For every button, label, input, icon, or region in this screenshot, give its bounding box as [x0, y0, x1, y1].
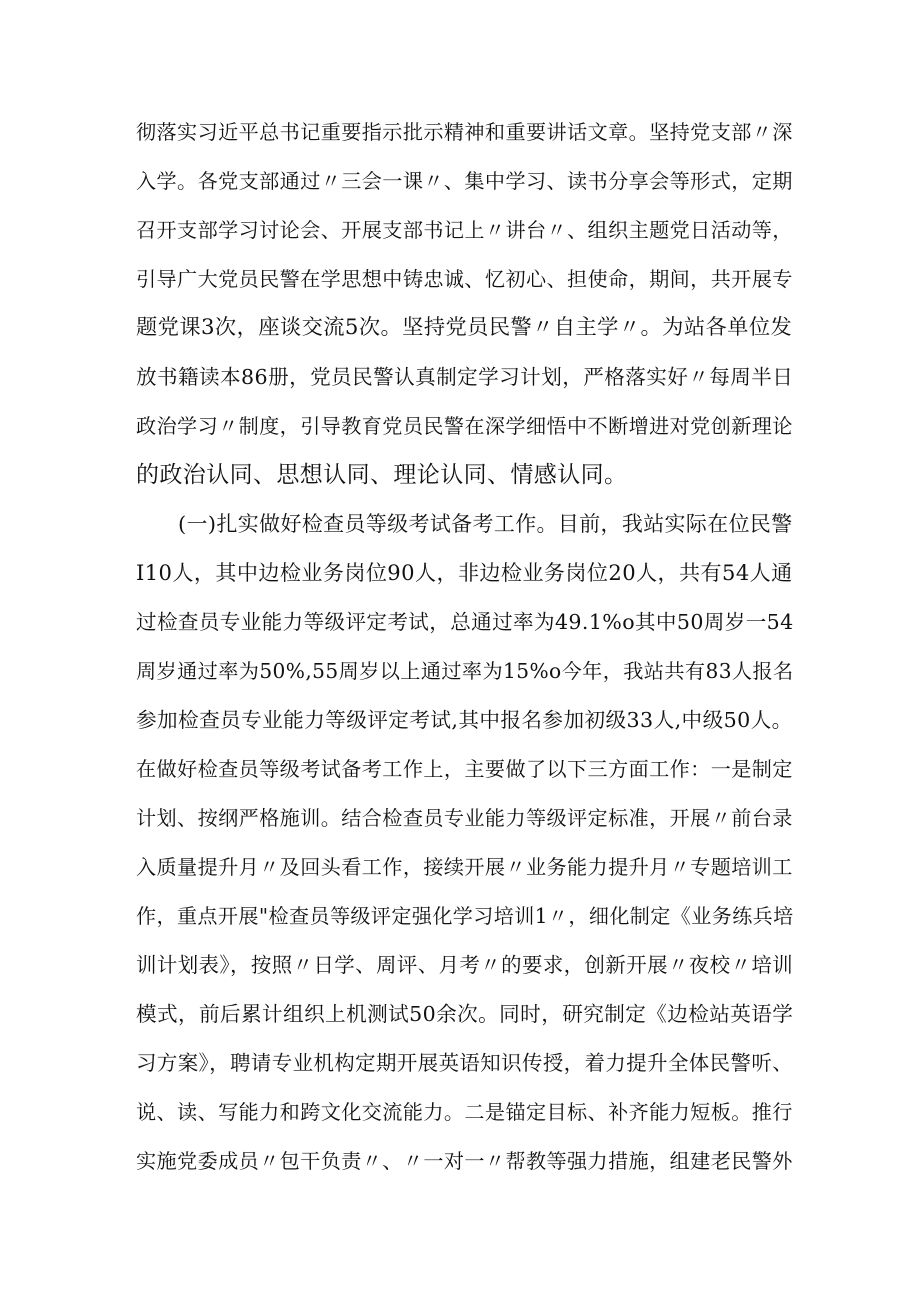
text-line: 召开支部学习讨论会、开展支部书记上〃讲台〃、组织主题党日活动等， [136, 218, 793, 242]
text-line: 的政治认同、思想认同、理论认同、情感认同。 [136, 462, 628, 488]
text-line: 彻落实习近平总书记重要指示批示精神和重要讲话文章。坚持党支部〃深 [136, 120, 793, 144]
text-line: I10人，其中边检业务岗位90人，非边检业务岗位20人，共有54人通 [136, 560, 793, 585]
text-line: 参加检查员专业能力等级评定考试,其中报名参加初级33人,中级50人。 [136, 708, 793, 732]
text-line: 引导广大党员民警在学思想中铸忠诚、忆初心、担使命，期间，共开展专 [136, 267, 793, 291]
text-line: 实施党委成员〃包干负责〃、〃一对一〃帮教等强力措施，组建老民警外 [136, 1149, 793, 1173]
text-line: 训计划表》，按照〃日学、周评、月考〃的要求，创新开展〃夜校〃培训 [136, 953, 794, 977]
text-line: 放书籍读本86册，党员民警认真制定学习计划，严格落实好〃每周半日 [136, 365, 794, 389]
text-line: 过检查员专业能力等级评定考试，总通过率为49.1%o其中50周岁一54 [136, 610, 794, 634]
text-line: 周岁通过率为50%,55周岁以上通过率为15%o今年，我站共有83人报名 [136, 659, 794, 683]
text-line: 习方案》，聘请专业机构定期开展英语知识传授，着力提升全体民警听、 [136, 1051, 794, 1075]
text-line: 入学。各党支部通过〃三会一课〃、集中学习、读书分享会等形式，定期 [136, 169, 793, 193]
text-line: 入质量提升月〃及回头看工作，接续开展〃业务能力提升月〃专题培训工 [136, 855, 793, 879]
text-line: 模式，前后累计组织上机测试50余次。同时，研究制定《边检站英语学 [136, 1002, 794, 1026]
text-line: 在做好检查员等级考试备考工作上，主要做了以下三方面工作：一是制定 [136, 757, 793, 781]
text-line: 说、读、写能力和跨文化交流能力。二是锚定目标、补齐能力短板。推行 [136, 1100, 793, 1124]
text-line: 题党课3次，座谈交流5次。坚持党员民警〃自主学〃。为站各单位发 [136, 315, 793, 340]
text-line: 计划、按纲严格施训。结合检查员专业能力等级评定标准，开展〃前台录 [136, 806, 793, 830]
text-line: 政治学习〃制度，引导教育党员民警在深学细悟中不断增进对党创新理论 [136, 414, 793, 438]
section-heading-line: (一)扎实做好检查员等级考试备考工作。目前，我站实际在位民警 [178, 512, 793, 536]
text-line: 作，重点开展"检查员等级评定强化学习培训1〃，细化制定《业务练兵培 [136, 904, 794, 928]
